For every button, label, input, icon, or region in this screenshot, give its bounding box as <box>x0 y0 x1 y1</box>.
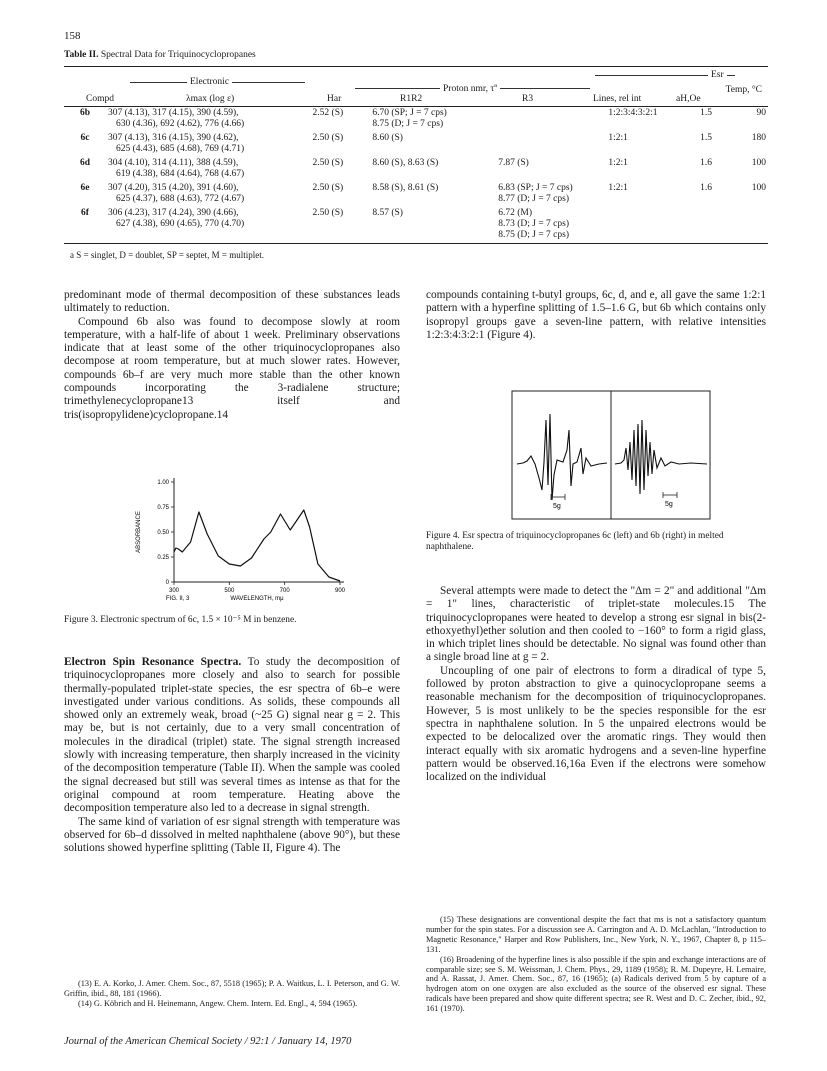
cell-electronic <box>106 183 311 208</box>
cell-aH: 1.5 <box>700 133 712 143</box>
electronic-header: Electronic <box>187 77 232 87</box>
cell-lines: 1:2:3:4:3:2:1 <box>608 108 658 118</box>
cell-temp: 180 <box>751 133 766 143</box>
cell-compd: 6d <box>79 158 90 168</box>
reference-14: (14) G. Köbrich and H. Heinemann, Angew. Chem. Intern. Ed. Engl., 4, 594 (1965). <box>78 998 358 1008</box>
cell-lines <box>606 208 690 244</box>
har-header: Har <box>327 94 342 104</box>
cell-r3 <box>496 183 606 208</box>
cell-r1r2 <box>370 133 496 158</box>
left-paragraph-1: predominant mode of thermal decomposition of these substances leads ultimately to reduction. <box>64 289 400 315</box>
aH-header: aH,Oe <box>676 94 701 104</box>
compd-header: Compd <box>86 94 114 104</box>
table-top-rule <box>64 66 768 67</box>
right-references <box>426 915 766 1014</box>
table-row <box>64 183 768 208</box>
left-column-bottom <box>64 656 400 855</box>
cell-compd: 6b <box>79 108 90 118</box>
figure4-scale-left-label: 5g <box>553 503 561 510</box>
left-references <box>64 979 400 1009</box>
electronic-line: 307 (4.20), 315 (4.20), 391 (4.60), <box>107 183 239 193</box>
lambda-header: λmax (log ε) <box>186 94 235 104</box>
right-paragraph-2: Several attempts were made to detect the "Δm = 2" and additional "Δm = 1" lines, characteristic of triplet-state molecules.15 The triquinocyclopropanes were heated to develop a strong esr signal in bis(2-ethoxyethyl)ether solution and then cooled to −160° to form a rigid glass, in which triplet lines should be detectable. No signal was found other than a single broad line at g = 2. <box>426 585 766 664</box>
right-column-bottom <box>426 585 766 784</box>
figure4-esr-spectra <box>511 390 711 520</box>
cell-temp: 100 <box>751 183 766 193</box>
r3-line: 8.77 (D; J = 7 cps) <box>498 194 570 204</box>
cell-temp <box>722 208 768 244</box>
reference-16: (16) Broadening of the hyperfine lines is also possible if the spin and exchange interactions are of comparable size; see S. M. Weissman, J. Chem. Phys., 29, 1189 (1958); R. M. Dupeyre, H. Lemaire, and A. Rassat, J. Amer. Chem. Soc., 87, 16 (1965); (a) Radicals derived from 5 by capture of a hydrogen atom on one oxygen are also excluded as the source of the observed esr signal. These radicals have been prepared and show quite different spectra; see R. West and D. C. Zecher, ibid., 92, 161 (1970). <box>426 954 766 1014</box>
r3-line: 7.87 (S) <box>498 158 529 168</box>
journal-footer: Journal of the American Chemical Society / 92:1 / January 14, 1970 <box>64 1036 352 1047</box>
cell-compd: 6c <box>80 133 90 143</box>
figure-id-label: FIG. II, 3 <box>166 596 190 602</box>
cell-r3 <box>496 133 606 158</box>
cell-electronic <box>106 158 311 183</box>
cell-lines: 1:2:1 <box>608 158 628 168</box>
cell-r1r2 <box>370 183 496 208</box>
r1r2-line: 8.58 (S), 8.61 (S) <box>372 183 439 193</box>
temp-header: Temp, °C <box>725 85 762 95</box>
left-column-top <box>64 289 400 422</box>
electronic-line: 307 (4.13), 317 (4.15), 390 (4.59), <box>107 108 239 118</box>
r1r2-line: 8.60 (S), 8.63 (S) <box>372 158 439 168</box>
y-tick-label: 0.75 <box>157 505 169 511</box>
x-tick-label: 500 <box>224 588 235 594</box>
right-column-top <box>426 289 766 342</box>
table-title-text: Spectral Data for Triquinocyclopropanes <box>100 50 256 60</box>
esr-header: Esr <box>708 70 727 80</box>
r3-line: 6.72 (M) <box>498 208 532 218</box>
electronic-line: 306 (4.23), 317 (4.24), 390 (4.66), <box>107 208 239 218</box>
figure3-caption: Figure 3. Electronic spectrum of 6c, 1.5 × 10⁻⁵ M in benzene. <box>64 615 297 625</box>
electronic-line: 304 (4.10), 314 (4.11), 388 (4.59), <box>107 158 239 168</box>
y-tick-label: 1.00 <box>157 480 169 486</box>
y-tick-label: 0 <box>165 580 169 586</box>
r3-header: R3 <box>522 94 534 104</box>
cell-r3 <box>496 108 606 133</box>
table-row <box>64 158 768 183</box>
reference-13: (13) E. A. Korko, J. Amer. Chem. Soc., 87, 5518 (1965); P. A. Waitkus, L. I. Peterson, and G. W. Griffin, ibid., 88, 181 (1966). <box>64 979 400 998</box>
page-number: 158 <box>64 30 81 42</box>
proton-header-sup: a <box>494 83 497 89</box>
r1r2-line: 8.57 (S) <box>372 208 403 218</box>
cell-har: 2.50 (S) <box>312 133 344 143</box>
left-paragraph-4: The same kind of variation of esr signal strength with temperature was observed for 6b–d dissolved in melted naphthalene (above 90°), but these solutions showed hyperfine splitting (Table II, Figure 4). The <box>64 815 400 855</box>
cell-aH <box>690 208 721 244</box>
table-title <box>64 50 256 60</box>
cell-aH: 1.5 <box>700 108 712 118</box>
x-tick-label: 900 <box>334 588 346 594</box>
cell-r3 <box>496 208 606 244</box>
table-footnote: a S = singlet, D = doublet, SP = septet, M = multiplet. <box>70 250 264 260</box>
y-tick-label: 0.50 <box>157 530 169 536</box>
x-tick-label: 700 <box>279 588 290 594</box>
esr-section-heading: Electron Spin Resonance Spectra. <box>64 656 242 668</box>
electronic-line: 627 (4.38), 690 (4.65), 770 (4.70) <box>115 219 245 229</box>
right-paragraph-1: compounds containing t-butyl groups, 6c, d, and e, all gave the same 1:2:1 pattern with a hyperfine splitting of 1.5–1.6 G, but 6b which contains only isopropyl groups gave a seven-line pattern, with relative intensities 1:2:3:4:3:2:1 (Figure 4). <box>426 289 766 341</box>
cell-electronic <box>106 208 311 244</box>
cell-r1r2 <box>370 158 496 183</box>
cell-compd: 6e <box>80 183 90 193</box>
figure4-scale-right-label: 5g <box>665 501 673 508</box>
table-title-label: Table II. <box>64 50 99 60</box>
r1r2-line: 6.70 (SP; J = 7 cps) <box>372 108 447 118</box>
table-row <box>64 108 768 133</box>
cell-har: 2.50 (S) <box>312 183 344 193</box>
electronic-line: 625 (4.37), 688 (4.63), 772 (4.67) <box>115 194 245 204</box>
left-paragraph-3: To study the decomposition of triquinocyclopropanes more closely and also to search for possible thermally-populated triplet-state species, the esr spectra of 6b–e were investigated under various conditions. As solids, these compounds all showed only an extremely weak, broad (~25 G) signal near g = 2. This may be, but is not certainly, due to a very small concentration of molecules in the diradical (triplet) state. The signal strength increased slowly with increasing temperature, then sharply increased in the vicinity of the decomposition temperature (Table II). When the sample was cooled the signal decreased but still was several times as intense as that for the original compound at room temperature. Heating above the decomposition temperature also led to a decrease in signal strength. <box>64 656 400 815</box>
figure4-caption: Figure 4. Esr spectra of triquinocyclopropanes 6c (left) and 6b (right) in melted naphthalene. <box>426 531 724 552</box>
cell-lines: 1:2:1 <box>608 133 628 143</box>
electronic-line: 630 (4.36), 692 (4.62), 776 (4.66) <box>115 119 245 129</box>
electronic-line: 625 (4.43), 685 (4.68), 769 (4.71) <box>115 144 245 154</box>
cell-compd: 6f <box>81 208 89 218</box>
r3-line: 6.83 (SP; J = 7 cps) <box>498 183 573 193</box>
cell-aH: 1.6 <box>700 158 712 168</box>
r3-line: 8.73 (D; J = 7 cps) <box>498 219 570 229</box>
cell-temp: 100 <box>751 158 766 168</box>
cell-electronic <box>106 133 311 158</box>
cell-r1r2 <box>370 108 496 133</box>
r1r2-line: 8.75 (D; J = 7 cps) <box>372 119 444 129</box>
right-paragraph-3: Uncoupling of one pair of electrons to form a diradical of type 5, followed by proton abstraction to give a quinocyclopropane seems a reasonable mechanism for the decomposition of triquinocyclopropanes. However, 5 is most unlikely to be the species responsible for the esr spectra in naphthalene solution. In 5 the unpaired electrons would be expected to be delocalized over the aromatic rings. They would then interact equally with six aromatic hydrogens and a seven-line hyperfine pattern would be observed.16,16a Even if the electrons were somehow localized on the individual <box>426 664 766 784</box>
r1r2-header: R1R2 <box>400 94 423 104</box>
table-header-rule <box>64 106 768 107</box>
cell-temp: 90 <box>756 108 766 118</box>
table-row <box>64 133 768 158</box>
proton-header <box>440 83 500 94</box>
r3-line: 8.75 (D; J = 7 cps) <box>498 230 570 240</box>
cell-lines: 1:2:1 <box>608 183 628 193</box>
cell-har: 2.52 (S) <box>312 108 344 118</box>
cell-har: 2.50 (S) <box>312 158 344 168</box>
cell-electronic <box>106 108 311 133</box>
left-paragraph-2: Compound 6b also was found to decompose slowly at room temperature, with a half-life of about 1 week. Preliminary observations indicate that at least some of the other triquinocyclopropanes also decompose at room temperature, but at much slower rates. However, compounds 6b–f are very much more stable than the other known compounds incorporating the 3-radialene structure; trimethylenecyclopropane13 itself and tris(isopropylidene)cyclopropane.14 <box>64 315 400 421</box>
proton-header-text: Proton nmr, τ <box>443 84 495 95</box>
cell-r3 <box>496 158 606 183</box>
cell-har: 2.50 (S) <box>312 208 344 218</box>
figure3-chart <box>130 470 390 605</box>
x-axis-label: WAVELENGTH, mμ <box>230 596 284 602</box>
electronic-line: 307 (4.13), 316 (4.15), 390 (4.62), <box>107 133 239 143</box>
r1r2-line: 8.60 (S) <box>372 133 403 143</box>
y-tick-label: 0.25 <box>157 555 169 561</box>
cell-aH: 1.6 <box>700 183 712 193</box>
reference-15: (15) These designations are conventional despite the fact that ms is not a satisfactory quantum number for the spin states. For a discussion see A. Carrington and A. D. McLachlan, "Introduction to Magnetic Resonance," Harper and Row Publishers, Inc., New York, N. Y., 1967, Chapter 8, p 115–131. <box>426 915 766 954</box>
x-tick-label: 300 <box>168 588 180 594</box>
table-row <box>64 208 768 244</box>
electronic-line: 619 (4.38), 684 (4.64), 768 (4.67) <box>115 169 245 179</box>
absorbance-curve <box>174 510 340 581</box>
y-axis-label: ABSORBANCE <box>136 511 142 553</box>
cell-r1r2 <box>370 208 496 244</box>
lines-header: Lines, rel int <box>593 94 642 104</box>
